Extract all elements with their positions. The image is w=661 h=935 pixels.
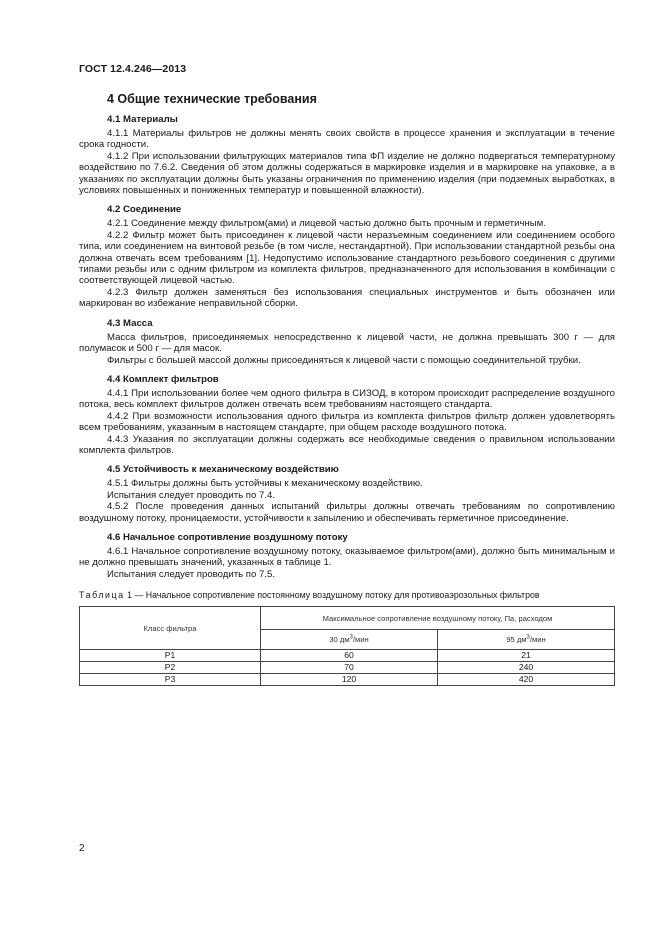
paragraph-4-4-1: 4.4.1 При использовании более чем одного фильтра в СИЗОД, в котором происходит распределение воздушного потока, весь комплект фильтров должен отвечать всем требованиям настоящего стандарта. [79,387,615,411]
page-content [79,92,615,686]
resistance-table [79,606,615,686]
paragraph-4-3-2: Фильтры с большей массой должны присоединяться к лицевой части с помощью соединительной трубки. [107,354,581,366]
paragraph-4-2-3: 4.2.3 Фильтр должен заменяться без использования специальных инструментов и быть обозначен или маркирован во избежание неправильной сборки. [79,286,615,310]
paragraph-4-5-1: 4.5.1 Фильтры должны быть устойчивы к механическому воздействию. [107,478,423,490]
subsection-title-filter-set: 4.4 Комплект фильтров [107,373,219,385]
paragraph-4-2-1: 4.2.1 Соединение между фильтром(ами) и лицевой частью должно быть прочным и герметичным. [107,218,546,230]
page-number: 2 [79,843,85,854]
paragraph-4-4-3: 4.4.3 Указания по эксплуатации должны содержать все необходимые сведения о правильном использовании комплекта фильтров. [79,433,615,456]
cell-flow-95: 21 [438,650,615,662]
cell-flow-30: 70 [261,662,438,674]
header-filter-class: Класс фильтра [80,607,261,650]
paragraph-4-3-1: Масса фильтров, присоединяемых непосредственно к лицевой части, не должна превышать 300 г — для полумасок и 500 г — для масок. [79,331,615,355]
subsection-title-connection: 4.2 Соединение [107,204,182,216]
cell-class: P2 [80,662,261,674]
cell-flow-95: 240 [438,662,615,674]
header-flow-95: 95 $дм^3$/мин [438,630,615,650]
cell-class: P3 [80,674,261,686]
subsection-title-resistance: 4.6 Начальное сопротивление воздушному потоку [107,531,348,543]
paragraph-4-4-2: 4.4.2 При возможности использования одного фильтра из комплекта фильтров фильтр должен удовлетворять всем требованиям, указанным в настоящем стандарте, при общем расходе воздушного потока. [79,410,615,434]
subsection-title-materials: 4.1 Материалы [107,114,178,125]
subsection-title-mass: 4.3 Масса [107,317,153,329]
cell-class: P1 [80,650,261,662]
cell-flow-30: 60 [261,650,438,662]
paragraph-4-5-1-test: Испытания следует проводить по 7.4. [107,489,275,501]
paragraph-4-1-2: 4.1.2 При использовании фильтрующих материалов типа ФП изделие не должно подвергаться температурному воздействию по 7.6.2. Сведения об этом должны содержаться в маркировке изделия и в маркировке на упаковке, а в указаниях по эксплуатации должны быть указаны ограничения по применению изделия (при подземных выработках, в условиях повышенных и пониженных температур и повышенной влажности). [79,150,615,197]
table-row [80,662,615,674]
paragraph-4-2-2: 4.2.2 Фильтр может быть присоединен к лицевой части неразъемным соединением или соединением особого типа, или соединением на винтовой резьбе (в том числе, нестандартной). При использовании стандартной резьбы она должна отвечать всем требованиям [1]. Недопустимо использование стандартного резьбового соединения с другими типами резьбы или с одним фильтром из комплекта фильтров, предназначенного для использования в комбинации с соответствующей лицевой частью. [79,229,615,287]
table-caption [79,590,615,600]
table-caption-label: Таблица [79,590,125,601]
standard-header: ГОСТ 12.4.246—2013 [79,63,187,75]
table-row [80,650,615,662]
header-max-resistance: Максимальное сопротивление воздушному потоку, Па, расходом [261,607,615,630]
paragraph-4-1-1: 4.1.1 Материалы фильтров не должны менять своих свойств в процессе хранения и эксплуатации в течение срока годности. [79,128,615,151]
cell-flow-95: 420 [438,674,615,686]
paragraph-4-6-1-test: Испытания следует проводить по 7.5. [107,568,275,580]
subsection-title-mechanical: 4.5 Устойчивость к механическому воздействию [107,464,339,476]
table-caption-text: 1 — Начальное сопротивление постоянному воздушному потоку для противоаэрозольных фильтров [124,590,540,601]
paragraph-4-5-2: 4.5.2 После проведения данных испытаний фильтры должны отвечать требованиям по сопротивлению воздушному потоку, проницаемости, устойчивости к запылению и обеспечивать герметичное присоединение. [79,501,615,524]
header-flow-30: 30 $дм^3$/мин [261,630,438,650]
cell-flow-30: 120 [261,674,438,686]
section-title: 4 Общие технические требования [107,92,317,106]
paragraph-4-6-1: 4.6.1 Начальное сопротивление воздушному потоку, оказываемое фильтром(ами), должно быть минимальным и не должно превышать значений, указанных в таблице 1. [79,545,615,569]
table-row [80,674,615,686]
